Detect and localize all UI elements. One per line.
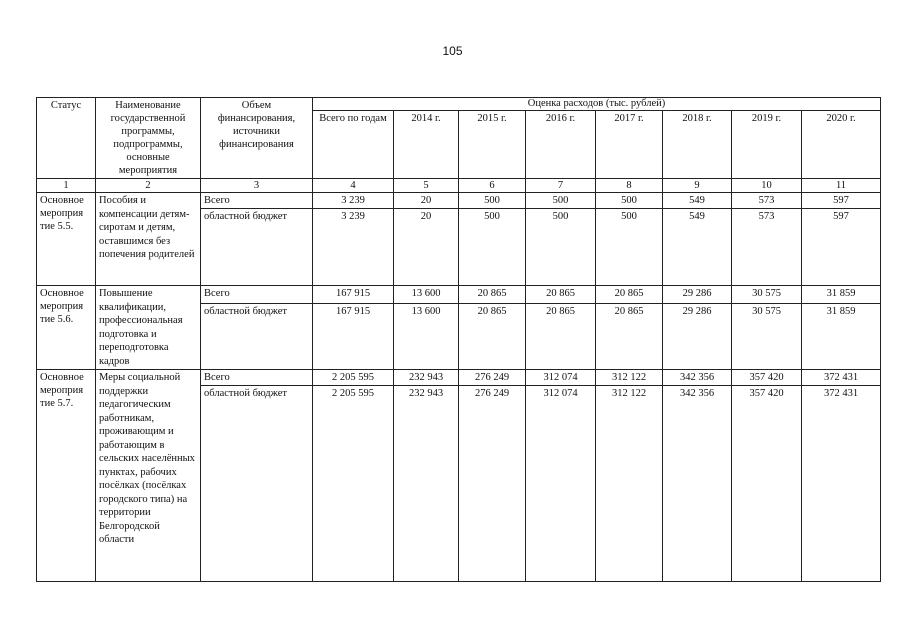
value-cell: 20 <box>394 193 459 209</box>
value-cell: 31 859 <box>802 286 881 304</box>
budget-table <box>36 97 881 582</box>
status-cell: Основное мероприя тие 5.6. <box>37 286 96 370</box>
page-number: 105 <box>442 44 463 58</box>
value-cell: 20 865 <box>526 286 596 304</box>
value-cell: 500 <box>596 193 663 209</box>
value-cell: 357 420 <box>732 370 802 386</box>
value-cell: 20 865 <box>596 286 663 304</box>
source-cell: Всего <box>201 286 313 304</box>
value-cell: 342 356 <box>663 386 732 582</box>
header-year: 2015 г. <box>459 110 526 178</box>
header-year: 2020 г. <box>802 110 881 178</box>
table-row <box>37 286 881 304</box>
column-number: 2 <box>96 179 201 193</box>
measure-name-cell: Меры социальной поддержки педагогическим работникам, проживающим и работающим в сельских населённых пунктах, рабочих посёлках (посёлках городского типа) на территории Белгородской области <box>96 370 201 582</box>
value-cell: 573 <box>732 209 802 286</box>
value-cell: 312 122 <box>596 386 663 582</box>
header-year: 2017 г. <box>596 110 663 178</box>
value-cell: 167 915 <box>313 304 394 370</box>
column-number: 3 <box>201 179 313 193</box>
source-cell: областной бюджет <box>201 209 313 286</box>
value-cell: 30 575 <box>732 286 802 304</box>
column-number: 5 <box>394 179 459 193</box>
value-cell: 31 859 <box>802 304 881 370</box>
value-cell: 312 074 <box>526 370 596 386</box>
source-cell: областной бюджет <box>201 386 313 582</box>
value-cell: 20 865 <box>526 304 596 370</box>
value-cell: 500 <box>526 193 596 209</box>
status-cell: Основное мероприя тие 5.7. <box>37 370 96 582</box>
value-cell: 500 <box>459 193 526 209</box>
table-row <box>37 193 881 209</box>
header-volume: Объем финансирования, источники финансирования <box>201 98 313 179</box>
value-cell: 312 074 <box>526 386 596 582</box>
value-cell: 20 865 <box>459 286 526 304</box>
value-cell: 29 286 <box>663 286 732 304</box>
value-cell: 3 239 <box>313 193 394 209</box>
column-number: 11 <box>802 179 881 193</box>
source-cell: Всего <box>201 193 313 209</box>
status-cell: Основное мероприя тие 5.5. <box>37 193 96 286</box>
column-number: 4 <box>313 179 394 193</box>
value-cell: 549 <box>663 209 732 286</box>
source-cell: Всего <box>201 370 313 386</box>
value-cell: 13 600 <box>394 286 459 304</box>
column-number: 8 <box>596 179 663 193</box>
header-estimate: Оценка расходов (тыс. рублей) <box>313 98 881 111</box>
column-number: 1 <box>37 179 96 193</box>
column-number: 7 <box>526 179 596 193</box>
value-cell: 3 239 <box>313 209 394 286</box>
value-cell: 232 943 <box>394 386 459 582</box>
value-cell: 372 431 <box>802 386 881 582</box>
value-cell: 372 431 <box>802 370 881 386</box>
value-cell: 342 356 <box>663 370 732 386</box>
value-cell: 312 122 <box>596 370 663 386</box>
value-cell: 276 249 <box>459 386 526 582</box>
value-cell: 167 915 <box>313 286 394 304</box>
value-cell: 29 286 <box>663 304 732 370</box>
value-cell: 13 600 <box>394 304 459 370</box>
value-cell: 573 <box>732 193 802 209</box>
header-status: Статус <box>37 98 96 179</box>
measure-name-cell: Пособия и компенсации детям-сиротам и детям, оставшимся без попечения родителей <box>96 193 201 286</box>
column-number: 10 <box>732 179 802 193</box>
header-row-1 <box>37 98 881 111</box>
value-cell: 549 <box>663 193 732 209</box>
source-cell: областной бюджет <box>201 304 313 370</box>
header-total-by-years: Всего по годам <box>313 110 394 178</box>
value-cell: 500 <box>526 209 596 286</box>
header-name: Наименование государственной программы, подпрограммы, основные мероприятия <box>96 98 201 179</box>
value-cell: 597 <box>802 209 881 286</box>
header-year: 2014 г. <box>394 110 459 178</box>
value-cell: 30 575 <box>732 304 802 370</box>
column-number-row <box>37 179 881 193</box>
value-cell: 2 205 595 <box>313 386 394 582</box>
value-cell: 2 205 595 <box>313 370 394 386</box>
value-cell: 20 865 <box>459 304 526 370</box>
measure-name-cell: Повышение квалификации, профессиональная подготовка и переподготовка кадров <box>96 286 201 370</box>
value-cell: 276 249 <box>459 370 526 386</box>
value-cell: 357 420 <box>732 386 802 582</box>
header-year: 2016 г. <box>526 110 596 178</box>
table-row <box>37 370 881 386</box>
value-cell: 500 <box>459 209 526 286</box>
value-cell: 232 943 <box>394 370 459 386</box>
column-number: 6 <box>459 179 526 193</box>
header-year: 2019 г. <box>732 110 802 178</box>
value-cell: 20 <box>394 209 459 286</box>
column-number: 9 <box>663 179 732 193</box>
value-cell: 20 865 <box>596 304 663 370</box>
value-cell: 597 <box>802 193 881 209</box>
value-cell: 500 <box>596 209 663 286</box>
header-year: 2018 г. <box>663 110 732 178</box>
